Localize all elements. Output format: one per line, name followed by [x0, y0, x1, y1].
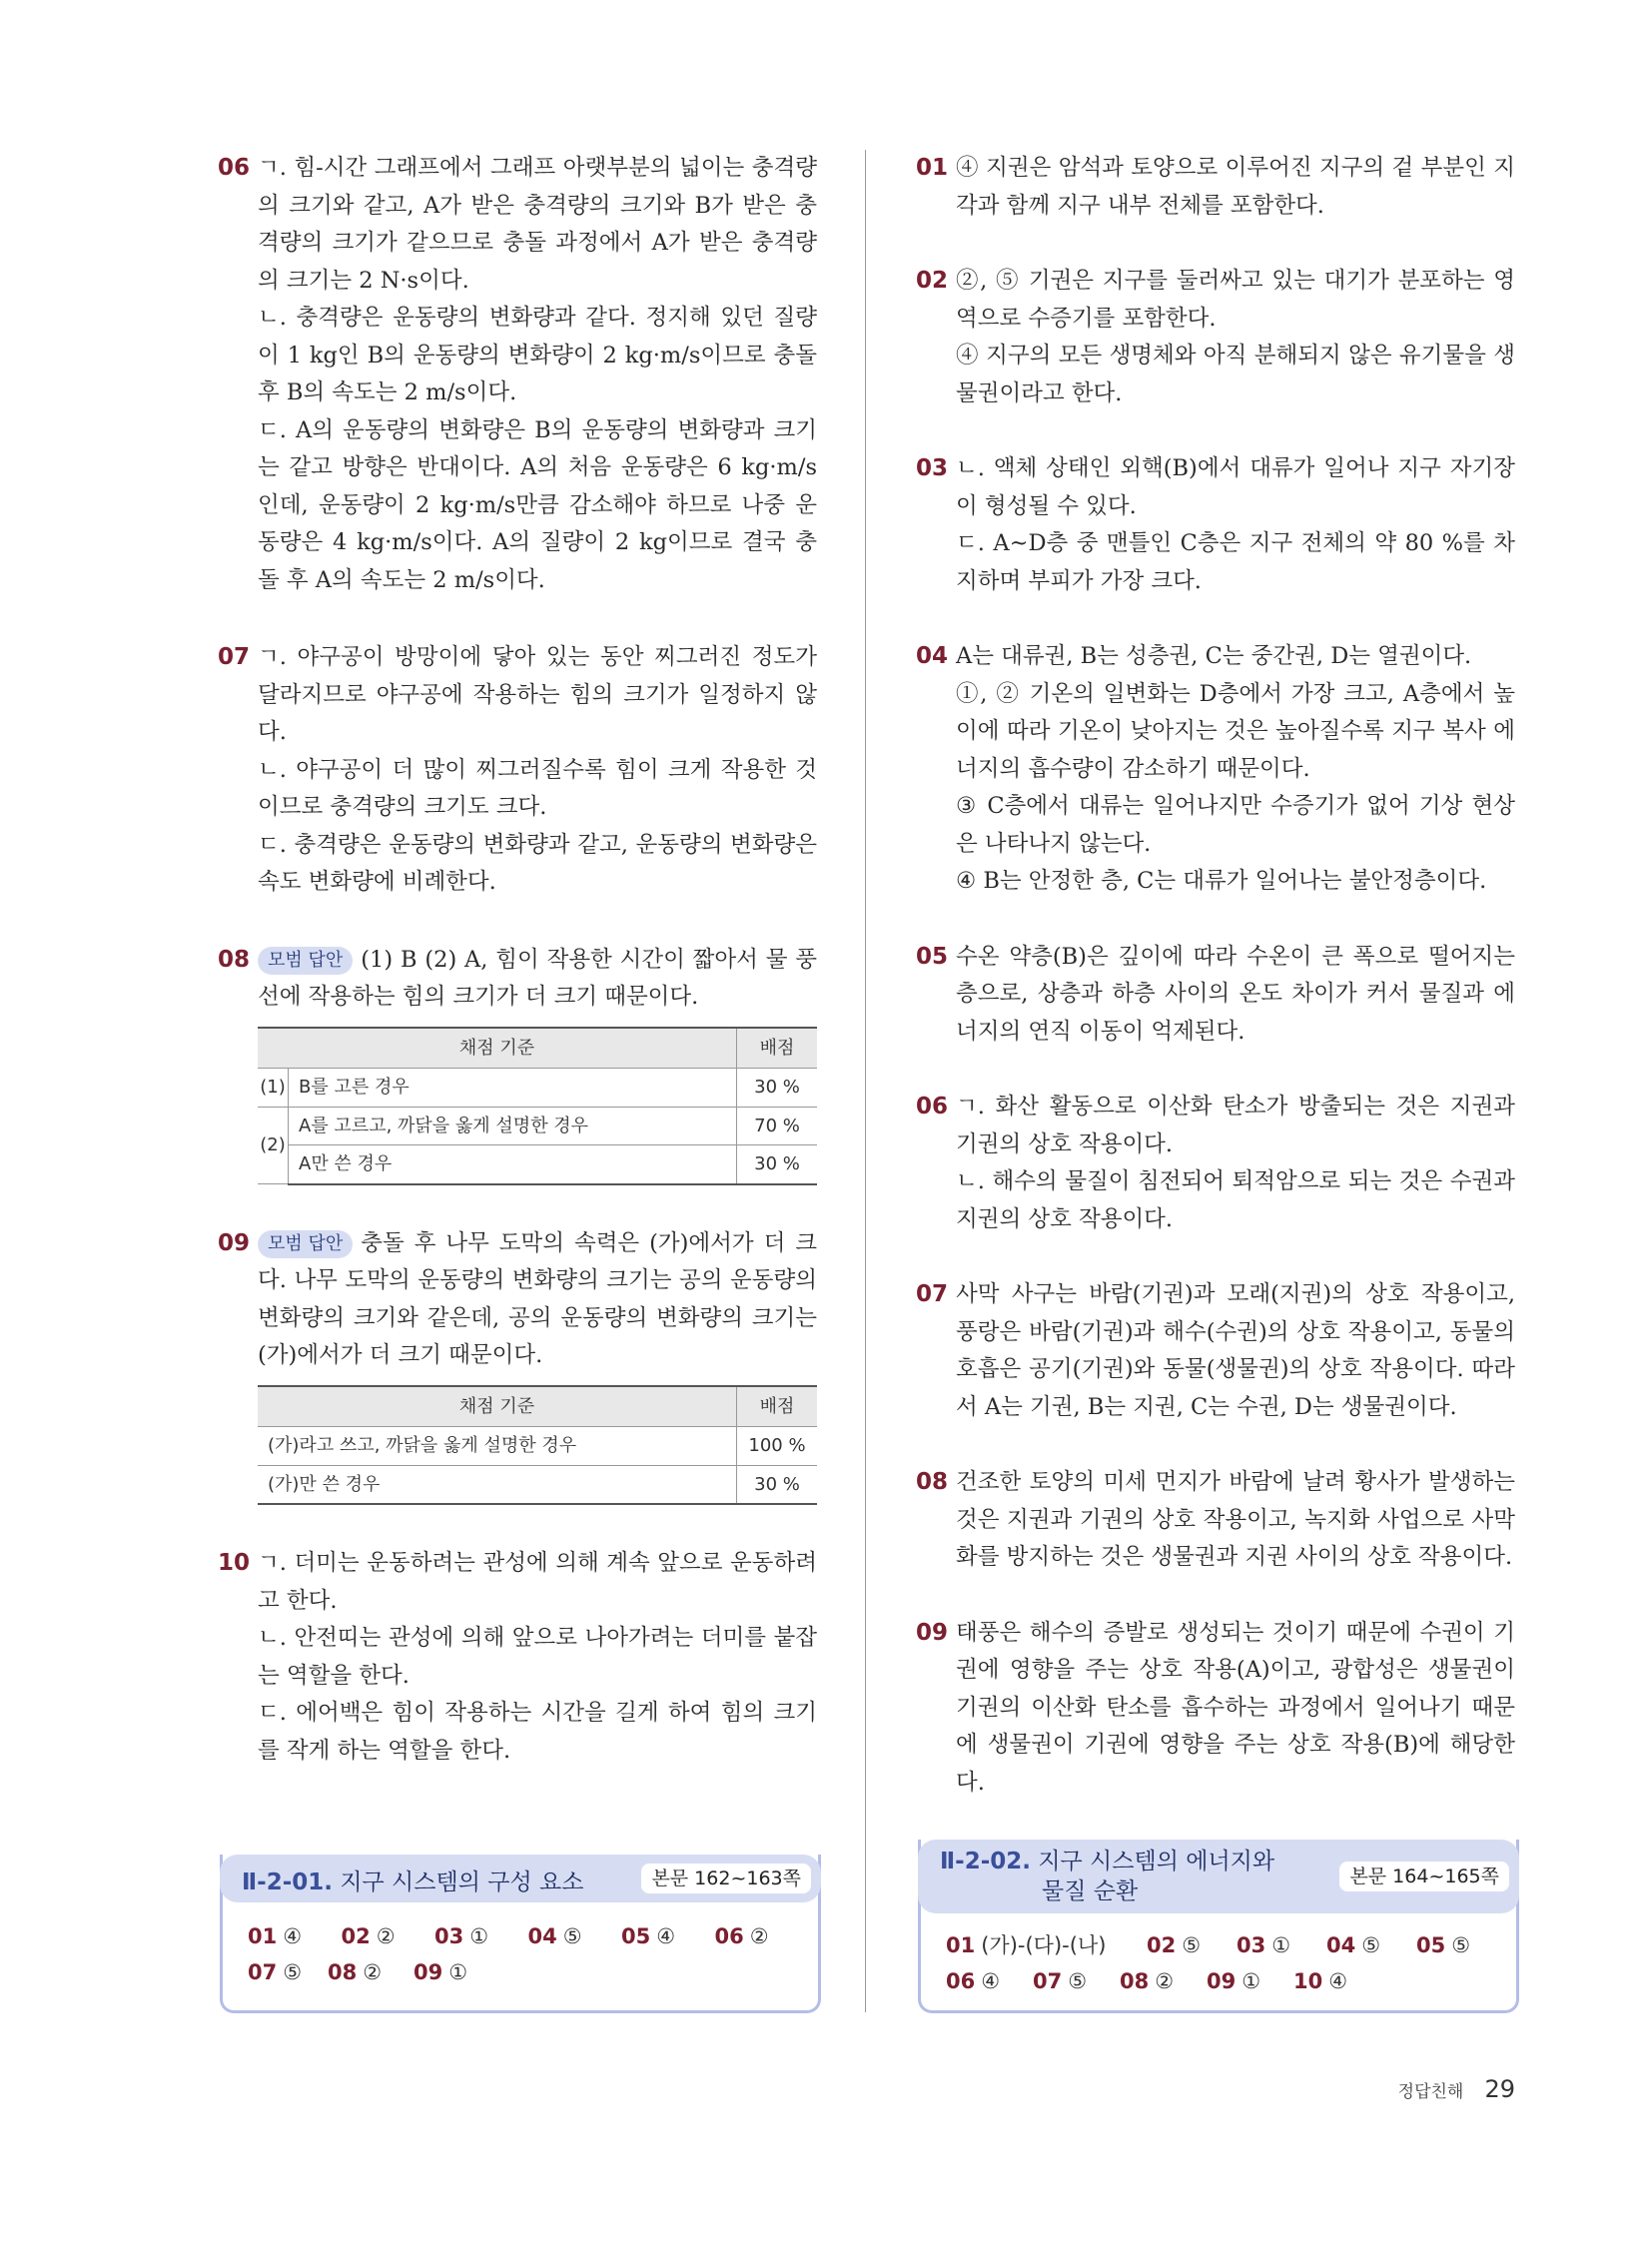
- explanation-paragraph: ①, ② 기온의 일변화는 D층에서 가장 크고, A층에서 높이에 따라 기온이 낮아지는 것은 높아질수록 지구 복사 에너지의 흡수량이 감소하기 때문이다.: [956, 680, 1515, 782]
- table-row: [258, 1107, 817, 1145]
- explanation-paragraph: A는 대류권, B는 성층권, C는 중간권, D는 열권이다.: [956, 643, 1472, 669]
- model-answer-text: 충돌 후 나무 도막의 속력은 (가)에서가 더 크다. 나무 도막의 운동량의 변화량의 크기는 공의 운동량의 변화량의 크기와 같은데, 공의 운동량의 변화량의 크기는 (가)에서가 더 크기 때문이다.: [258, 1229, 817, 1368]
- section-title: [940, 1847, 1274, 1906]
- answer-choice: ⑤: [1451, 1933, 1471, 1957]
- explanation-paragraph: ㄷ. A~D층 중 맨틀인 C층은 지구 전체의 약 80 %를 차지하며 부피가 가장 크다.: [956, 530, 1515, 594]
- answer-row: [248, 1918, 808, 1954]
- item-number: 09: [218, 1229, 251, 1256]
- answer-entry: [434, 1918, 528, 1954]
- item-number: 07: [916, 1281, 949, 1307]
- answer-item-08: [218, 942, 817, 1185]
- answer-entry: [1237, 1927, 1326, 1963]
- answer-choice: ⑤: [562, 1924, 582, 1948]
- answer-item-08: [916, 1464, 1515, 1577]
- item-number: 04: [916, 643, 949, 669]
- explanation-paragraph: ④ 지권은 암석과 토양으로 이루어진 지구의 겉 부분인 지각과 함께 지구 내부 전체를 포함한다.: [956, 155, 1515, 219]
- item-number: 06: [218, 155, 251, 181]
- answer-item-02: [916, 263, 1515, 412]
- answer-number: 07: [1033, 1969, 1063, 1993]
- answer-choice: ①: [1271, 1933, 1291, 1957]
- section-title-text: 지구 시스템의 에너지와: [1038, 1849, 1275, 1874]
- answer-number: 02: [1147, 1933, 1177, 1957]
- column-divider: [865, 150, 866, 2012]
- left-column: [218, 150, 817, 1770]
- explanation-paragraph: ㄴ. 야구공이 더 많이 찌그러질수록 힘이 크게 작용한 것이므로 충격량의 크기도 크다.: [258, 756, 817, 820]
- answer-item-10: [218, 1545, 817, 1770]
- book-label: 정답친해: [1397, 2082, 1464, 2102]
- item-number: 10: [218, 1550, 251, 1576]
- answer-entry: [1416, 1927, 1506, 1963]
- answer-choice: ①: [469, 1924, 489, 1948]
- explanation-paragraph: 사막 사구는 바람(기권)과 모래(지권)의 상호 작용이고, 풍랑은 바람(기권)과 해수(수권)의 상호 작용이고, 동물의 호흡은 공기(기권)와 동물(생물권)의 상호 작용이다. 따라서 A는 기권, B는 지권, C는 수권, D는 생물권이다.: [956, 1281, 1515, 1420]
- explanation-paragraph: ㄱ. 야구공이 방망이에 닿아 있는 동안 찌그러진 정도가 달라지므로 야구공에 작용하는 힘의 크기가 일정하지 않다.: [258, 644, 817, 745]
- scoring-table: [258, 1027, 817, 1185]
- score-cell: 30 %: [737, 1069, 818, 1108]
- score-cell: 100 %: [737, 1427, 818, 1466]
- answer-choice: ①: [1241, 1969, 1261, 1993]
- page-footer: [1398, 2075, 1515, 2103]
- answer-entry: [248, 1954, 328, 1990]
- answer-item-01: [916, 150, 1515, 225]
- explanation-paragraph: 수온 약층(B)은 깊이에 따라 수온이 큰 폭으로 떨어지는 층으로, 상층과 하층 사이의 온도 차이가 커서 물질과 에너지의 연직 이동이 억제된다.: [956, 943, 1515, 1045]
- explanation-paragraph: ㄴ. 해수의 물질이 침전되어 퇴적암으로 되는 것은 수권과 지권의 상호 작용이다.: [956, 1168, 1515, 1232]
- explanation-paragraph: ㄷ. 에어백은 힘이 작용하는 시간을 길게 하여 힘의 크기를 작게 하는 역할을 한다.: [258, 1700, 817, 1764]
- answer-entry: [715, 1918, 809, 1954]
- answer-key-grid: [946, 1927, 1506, 1999]
- explanation-paragraph: ㄴ. 액체 상태인 외핵(B)에서 대류가 일어나 지구 자기장이 형성될 수 있다.: [956, 455, 1515, 519]
- explanation-paragraph: ②, ⑤ 기권은 지구를 둘러싸고 있는 대기가 분포하는 영역으로 수증기를 포함한다.: [956, 268, 1515, 332]
- answer-key-header: [918, 1840, 1519, 1913]
- item-number: 09: [916, 1619, 949, 1646]
- answer-number: 07: [248, 1960, 278, 1984]
- criterion-cell: (가)라고 쓰고, 까닭을 옳게 설명한 경우: [258, 1427, 737, 1466]
- model-answer-badge: 모범 답안: [258, 947, 353, 975]
- table-header-criterion: 채점 기준: [258, 1386, 737, 1427]
- criterion-cell: A를 고르고, 까닭을 옳게 설명한 경우: [289, 1107, 737, 1145]
- section-roman: Ⅱ: [242, 1869, 258, 1895]
- page-number: 29: [1484, 2075, 1515, 2103]
- answer-row: [248, 1954, 808, 1990]
- answer-item-04: [916, 638, 1515, 901]
- answer-entry: [1120, 1963, 1207, 1999]
- section-title: [242, 1864, 583, 1896]
- item-number: 02: [916, 268, 949, 294]
- explanation-paragraph: ㄷ. A의 운동량의 변화량은 B의 운동량의 변화량과 크기는 같고 방향은 반대이다. A의 처음 운동량은 6 kg·m/s인데, 운동량이 2 kg·m/s만큼 감소해야 하므로 나중 운동량은 4 kg·m/s이다. A의 질량이 2 kg이므로 결국 충돌 후 A의 속도는 2 m/s이다.: [258, 416, 817, 593]
- explanation-paragraph: ④ 지구의 모든 생명체와 아직 분해되지 않은 유기물을 생물권이라고 한다.: [956, 343, 1515, 406]
- answer-choice: ②: [1155, 1969, 1175, 1993]
- explanation-paragraph: ④ B는 안정한 층, C는 대류가 일어나는 불안정층이다.: [956, 868, 1487, 894]
- answer-entry: [621, 1918, 715, 1954]
- answer-choice: ④: [1328, 1969, 1348, 1993]
- answer-key-grid: [248, 1918, 808, 1990]
- answer-number: 06: [714, 1924, 744, 1948]
- answer-choice: ④: [656, 1924, 676, 1948]
- answer-key-box-2: [918, 1840, 1519, 2013]
- scoring-table: [258, 1385, 817, 1506]
- answer-choice: ④: [981, 1969, 1001, 1993]
- answer-entry: [248, 1918, 342, 1954]
- answer-choice: ⑤: [1068, 1969, 1088, 1993]
- explanation-paragraph: ㄱ. 더미는 운동하려는 관성에 의해 계속 앞으로 운동하려고 한다.: [258, 1550, 817, 1614]
- table-row: [258, 1427, 817, 1466]
- explanation-paragraph: ㄱ. 힘-시간 그래프에서 그래프 아랫부분의 넓이는 충격량의 크기와 같고, A가 받은 충격량의 크기와 B가 받은 충격량의 크기가 같으므로 충돌 과정에서 A가 받은 충격량의 크기는 2 N·s이다.: [258, 155, 817, 294]
- score-cell: 30 %: [737, 1465, 818, 1504]
- answer-number: 01: [946, 1933, 976, 1957]
- answer-number: 03: [1237, 1933, 1266, 1957]
- item-number: 05: [916, 943, 949, 970]
- answer-item-05: [916, 939, 1515, 1052]
- answer-item-09: [218, 1225, 817, 1506]
- answer-item-06: [916, 1089, 1515, 1238]
- answer-choice: ⑤: [283, 1960, 303, 1984]
- item-number: 07: [218, 644, 251, 670]
- table-header-score: 배점: [737, 1028, 818, 1069]
- answer-entry: [413, 1954, 503, 1990]
- explanation-paragraph: ③ C층에서 대류는 일어나지만 수증기가 없어 기상 현상은 나타나지 않는다.: [956, 793, 1515, 857]
- answer-choice: ②: [376, 1924, 396, 1948]
- table-header-criterion: 채점 기준: [258, 1028, 737, 1069]
- section-roman: Ⅱ: [940, 1849, 956, 1874]
- answer-item-07: [218, 639, 817, 902]
- score-cell: 30 %: [737, 1145, 818, 1184]
- item-number: 08: [916, 1469, 949, 1495]
- answer-choice: ④: [283, 1924, 303, 1948]
- answer-choice: ②: [749, 1924, 769, 1948]
- answer-number: 10: [1293, 1969, 1323, 1993]
- page-reference: 본문 162~163쪽: [641, 1864, 811, 1893]
- answer-entry: [946, 1927, 1147, 1963]
- page-reference: 본문 164~165쪽: [1339, 1862, 1509, 1891]
- answer-number: 06: [946, 1969, 976, 1993]
- part-label: (1): [258, 1069, 289, 1108]
- answer-item-06: [218, 150, 817, 599]
- item-number: 03: [916, 455, 949, 481]
- answer-choice: ②: [363, 1960, 383, 1984]
- answer-number: 08: [328, 1960, 358, 1984]
- table-row: [258, 1069, 817, 1108]
- answer-entry: [1293, 1963, 1380, 1999]
- answer-number: 03: [434, 1924, 464, 1948]
- section-title-text: 지구 시스템의 구성 요소: [340, 1869, 584, 1895]
- explanation-paragraph: ㄴ. 충격량은 운동량의 변화량과 같다. 정지해 있던 질량이 1 kg인 B의 운동량의 변화량이 2 kg·m/s이므로 충돌 후 B의 속도는 2 m/s이다.: [258, 305, 817, 405]
- answer-number: 04: [527, 1924, 557, 1948]
- answer-number: 09: [413, 1960, 443, 1984]
- answer-key-box-1: [220, 1855, 821, 2013]
- answer-choice: ⑤: [1361, 1933, 1381, 1957]
- item-number: 06: [916, 1094, 949, 1120]
- answer-number: 09: [1207, 1969, 1237, 1993]
- answer-number: 01: [248, 1924, 278, 1948]
- score-cell: 70 %: [737, 1107, 818, 1145]
- part-label: (2): [258, 1107, 289, 1184]
- answer-item-07: [916, 1276, 1515, 1426]
- answer-number: 02: [341, 1924, 371, 1948]
- answer-key-header: [220, 1855, 821, 1902]
- answer-choice: (가)-(다)-(나): [981, 1933, 1107, 1957]
- answer-entry: [946, 1963, 1033, 1999]
- answer-row: [946, 1927, 1506, 1963]
- answer-number: 04: [1326, 1933, 1356, 1957]
- explanation-paragraph: 건조한 토양의 미세 먼지가 바람에 날려 황사가 발생하는 것은 지권과 기권의 상호 작용이고, 녹지화 사업으로 사막화를 방지하는 것은 생물권과 지권 사이의 상호 작용이다.: [956, 1469, 1515, 1570]
- answer-entry: [1207, 1963, 1293, 1999]
- explanation-paragraph: 태풍은 해수의 증발로 생성되는 것이기 때문에 수권이 기권에 영향을 주는 상호 작용(A)이고, 광합성은 생물권이 기권의 이산화 탄소를 흡수하는 과정에서 일어나기 때문에 생물권이 기권에 영향을 주는 상호 작용(B)에 해당한다.: [956, 1619, 1515, 1796]
- section-title-text: 물질 순환: [1042, 1878, 1139, 1904]
- answer-choice: ①: [448, 1960, 468, 1984]
- right-column: [916, 150, 1515, 1802]
- explanation-paragraph: ㄱ. 화산 활동으로 이산화 탄소가 방출되는 것은 지권과 기권의 상호 작용이다.: [956, 1094, 1515, 1157]
- answer-entry: [528, 1918, 622, 1954]
- model-answer-badge: 모범 답안: [258, 1230, 353, 1258]
- table-row: [258, 1145, 817, 1184]
- section-code: -2-01.: [257, 1869, 333, 1895]
- answer-entry: [328, 1954, 413, 1990]
- answer-number: 08: [1120, 1969, 1150, 1993]
- explanation-paragraph: ㄷ. 충격량은 운동량의 변화량과 같고, 운동량의 변화량은 속도 변화량에 비례한다.: [258, 831, 817, 895]
- model-answer-text: (1) B (2) A, 힘이 작용한 시간이 짧아서 물 풍선에 작용하는 힘의 크기가 더 크기 때문이다.: [258, 946, 817, 1010]
- answer-item-09: [916, 1615, 1515, 1803]
- answer-item-03: [916, 450, 1515, 600]
- table-row: [258, 1465, 817, 1504]
- answer-number: 05: [621, 1924, 651, 1948]
- answer-choice: ⑤: [1182, 1933, 1202, 1957]
- answer-row: [946, 1963, 1506, 1999]
- item-number: 01: [916, 155, 949, 181]
- answer-number: 05: [1416, 1933, 1446, 1957]
- table-header-score: 배점: [737, 1386, 818, 1427]
- answer-entry: [1147, 1927, 1237, 1963]
- criterion-cell: A만 쓴 경우: [289, 1145, 737, 1184]
- explanation-paragraph: ㄴ. 안전띠는 관성에 의해 앞으로 나아가려는 더미를 붙잡는 역할을 한다.: [258, 1625, 817, 1689]
- criterion-cell: (가)만 쓴 경우: [258, 1465, 737, 1504]
- answer-entry: [1326, 1927, 1416, 1963]
- answer-entry: [1033, 1963, 1120, 1999]
- answer-entry: [342, 1918, 435, 1954]
- criterion-cell: B를 고른 경우: [289, 1069, 737, 1108]
- item-number: 08: [218, 946, 251, 973]
- section-code: -2-02.: [955, 1849, 1031, 1874]
